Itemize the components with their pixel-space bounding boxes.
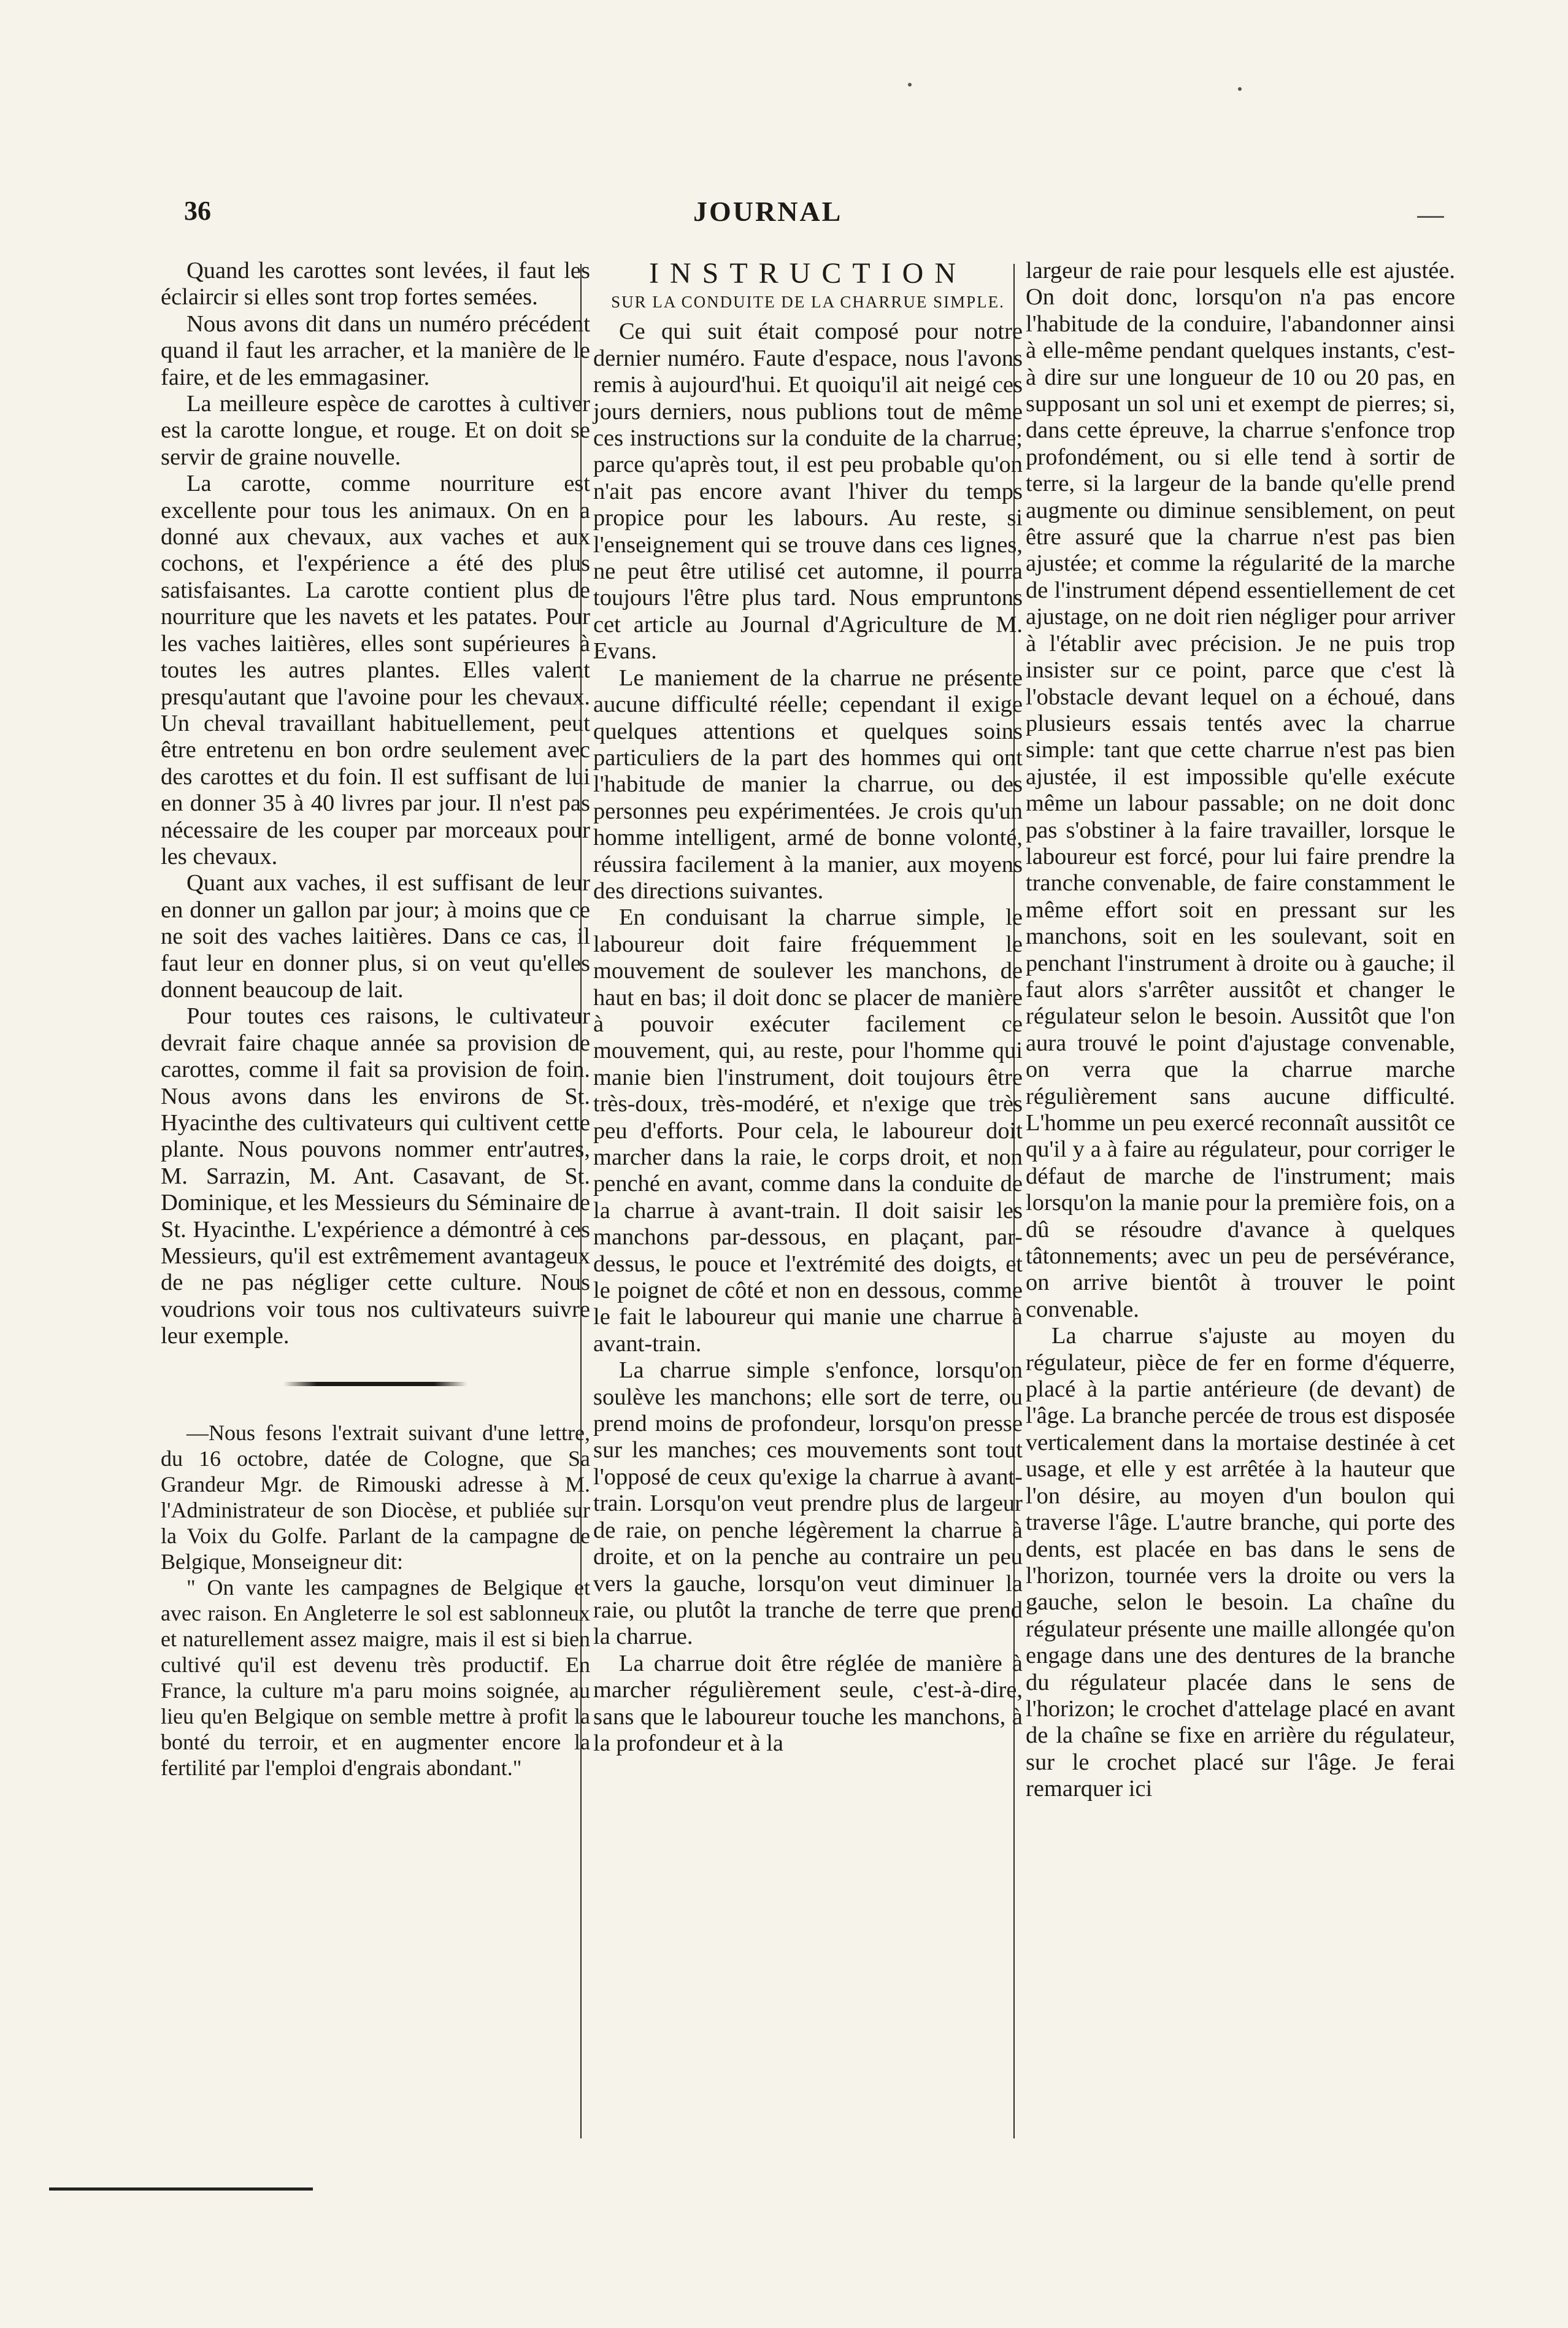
page-number: 36 (184, 196, 211, 226)
article-subtitle: SUR LA CONDUITE DE LA CHARRUE SIMPLE. (611, 293, 1005, 312)
paragraph: Quant aux vaches, il est suffisant de leur en donner un gallon par jour; à moins que ce ne soit des vaches laitières. Dans ce cas, il faut leur en donner plus, si on veut qu'elles donnent beaucoup de lait. (161, 870, 590, 1003)
paragraph: La meilleure espèce de carottes à cultiver est la carotte longue, et rouge. Et on doit se servir de graine nouvelle. (161, 391, 590, 470)
paragraph: La carotte, comme nourriture est excellente pour tous les animaux. On en a donné aux chevaux, aux vaches et aux cochons, et l'expérience a été des plus satisfaisantes. La carotte contient plus de nourriture que les navets et les patates. Pour les vaches laitières, elles sont supérieures à toutes les autres plantes. Elles valent presqu'autant que l'avoine pour les chevaux. Un cheval travaillant habituellement, peut être entretenu en bon ordre seulement avec des carottes et du foin. Il est suffisant de lui en donner 35 à 40 livres par jour. Il n'est pas nécessaire de les couper par morceaux pour les chevaux. (161, 471, 590, 869)
ink-speck (908, 83, 912, 87)
column-1 (161, 258, 590, 1781)
paragraph: Le maniement de la charrue ne présente aucune difficulté réelle; cependant il exige quelques attentions et quelques soins particuliers de la part des hommes qui ont l'habitude de manier la charrue, ou des personnes peu expérimentées. Je crois qu'un homme intelligent, armé de bonne volonté, réussira facilement à la manier, aux moyens des directions suivantes. (593, 665, 1023, 904)
column-3 (1026, 258, 1455, 1803)
column-2 (593, 258, 1023, 1757)
paragraph: Nous avons dit dans un numéro précédent quand il faut les arracher, et la manière de le faire, et de les emmagasiner. (161, 310, 590, 390)
paragraph: En conduisant la charrue simple, le laboureur doit faire fréquemment le mouvement de soulever les manchons, de haut en bas; il doit donc se placer de manière à pouvoir exécuter facilement ce mouvement, qui, au reste, pour l'homme qui manie bien l'instrument, doit toujours être très-doux, très-modéré, et n'exige que très peu d'efforts. Pour cela, le laboureur doit marcher dans la raie, le corps droit, et non penché en avant, comme dans la conduite de la charrue à avant-train. Il doit saisir les manchons par-dessous, en plaçant, par-dessus, le pouce et l'extrémité des doigts, et le poignet de côté et non en dessous, comme le fait le laboureur qui manie une charrue à avant-train. (593, 904, 1023, 1357)
section-separator (283, 1382, 467, 1386)
letter-extract (161, 1420, 590, 1781)
paragraph: Pour toutes ces raisons, le cultivateur devrait faire chaque année sa provision de carottes, comme il fait sa provision de foin. Nous avons dans les environs de St. Hyacinthe des cultivateurs qui cultivent cette plante. Nous pouvons nommer entr'autres, M. Sarrazin, M. Ant. Casavant, de St. Dominique, et les Messieurs du Séminaire de St. Hyacinthe. L'expérience a démontré à ces Messieurs, qu'il est extrêmement avantageux de ne pas négliger cette culture. Nous voudrions voir tous nos cultivateurs suivre leur exemple. (161, 1003, 590, 1349)
paragraph: La charrue doit être réglée de manière à marcher régulièrement seule, c'est-à-dire, sans que le laboureur touche les manchons, à la profondeur et à la (593, 1650, 1023, 1756)
ink-speck (1238, 87, 1242, 91)
paragraph: La charrue simple s'enfonce, lorsqu'on soulève les manchons; elle sort de terre, ou prend moins de profondeur, lorsqu'on presse sur les manches; ces mouvements sont tout l'opposé de ceux qu'exige la charrue à avant-train. Lorsqu'on veut prendre plus de largeur de raie, on penche légèrement la charrue à droite, et on la penche au contraire un peu vers la gauche, lorsqu'on veut diminuer la raie, ou plutôt la tranche de terre que prend la charrue. (593, 1357, 1023, 1650)
paragraph: largeur de raie pour lesquels elle est ajustée. On doit donc, lorsqu'on n'a pas encore l'habitude de la conduire, l'abandonner ainsi à elle-même pendant quelques instants, c'est-à dire sur une longueur de 10 ou 20 pas, en supposant un sol uni et exempt de pierres; si, dans cette épreuve, la charrue s'enfonce trop profondément, ou si elle tend à sortir de terre, si la largeur de la bande qu'elle prend augmente ou diminue sensiblement, on peut être assuré que la charrue n'est pas bien ajustée; et comme la régularité de la marche de l'instrument dépend essentiellement de cet ajustage, on ne doit rien négliger pour arriver à l'établir avec précision. Je ne puis trop insister sur ce point, parce que c'est là l'obstacle devant lequel on a échoué, dans plusieurs essais tentés avec la charrue simple: tant que cette charrue n'est pas bien ajustée, il est impossible qu'elle exécute même un labour passable; on ne doit donc pas s'obstiner à la faire travailler, lorsque le laboureur est forcé, pour lui faire prendre la tranche convenable, de faire constamment le même effort soit en pressant sur les manchons, soit en les soulevant, soit en penchant l'instrument à droite ou à gauche; il faut alors s'arrêter aussitôt et changer le régulateur selon le besoin. Aussitôt que l'on aura trouvé le point d'ajustage convenable, on verra que la charrue marche régulièrement sans aucune difficulté. L'homme un peu exercé reconnaît aussitôt ce qu'il y a à faire au régulateur, pour corriger le défaut de marche de l'instrument; mais lorsqu'on la manie pour la première fois, on a dû se résoudre d'avance à quelques tâtonnements; avec un peu de persévérance, on arrive bientôt à trouver le point convenable. (1026, 258, 1455, 1322)
paragraph: Quand les carottes sont levées, il faut les éclaircir si elles sont trop fortes semées. (161, 258, 590, 310)
article-title: INSTRUCTION (649, 257, 967, 290)
paragraph: " On vante les campagnes de Belgique et avec raison. En Angleterre le sol est sablonneux et naturellement assez maigre, mais il est si bien cultivé qu'il est devenu très productif. En France, la culture m'a paru moins soignée, au lieu qu'en Belgique on semble mettre à profit la bonté du terroir, et en augmenter encore la fertilité par l'emploi d'engrais abondant." (161, 1574, 590, 1780)
paragraph: —Nous fesons l'extrait suivant d'une lettre, du 16 octobre, datée de Cologne, que Sa Grandeur Mgr. de Rimouski adresse à M. l'Administrateur de son Diocèse, et publiée sur la Voix du Golfe. Parlant de la campagne de Belgique, Monseigneur dit: (161, 1420, 590, 1574)
running-head: JOURNAL (693, 196, 843, 227)
paragraph: Ce qui suit était composé pour notre dernier numéro. Faute d'espace, nous l'avons remis à aujourd'hui. Et quoiqu'il ait neigé ces jours derniers, nous publions tout de même ces instructions sur la conduite de la charrue; parce qu'après tout, il est peu probable qu'on n'ait pas encore avant l'hiver du temps propice pour les labours. Au reste, si l'enseignement qui se trouve dans ces lignes, ne peut être utilisé cet automne, il pourra toujours l'être plus tard. Nous empruntons cet article au Journal d'Agriculture de M. Evans. (593, 318, 1023, 665)
header-dash (1417, 216, 1444, 218)
paragraph: La charrue s'ajuste au moyen du régulateur, pièce de fer en forme d'équerre, placé à la partie antérieure (de devant) de l'âge. La branche percée de trous est disposée verticalement dans la mortaise destinée à cet usage, et elle y est arrêtée à la hauteur que l'on désire, au moyen d'un boulon qui traverse l'âge. L'autre branche, qui porte des dents, est placée en bas dans le sens de l'horizon, tournée vers la droite ou vers la gauche, selon le besoin. La chaîne du régulateur présente une maille allongée qu'on engage dans une des dentures de la branche du régulateur placée dans le sens de l'horizon; le crochet d'attelage placé en avant de la chaîne se fixe en arrière du régulateur, sur le crochet placé sur l'âge. Je ferai remarquer ici (1026, 1323, 1455, 1802)
stray-print-line (49, 2187, 313, 2191)
